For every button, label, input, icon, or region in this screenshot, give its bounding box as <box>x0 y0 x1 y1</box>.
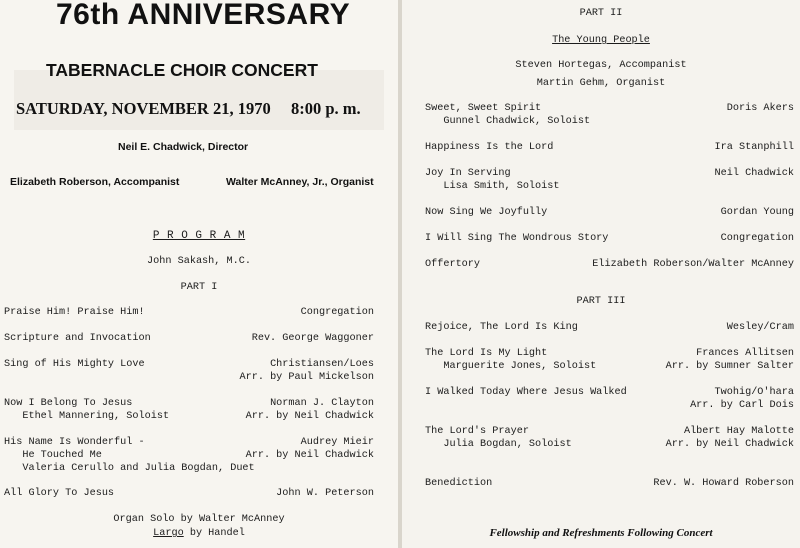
program-item-title <box>4 358 145 371</box>
program-item-credit <box>666 347 794 373</box>
piece-title: Rejoice, The Lord Is King <box>425 322 578 333</box>
concert-subtitle: TABERNACLE CHOIR CONCERT <box>46 60 318 80</box>
program-item-title <box>425 141 553 154</box>
program-item-credit <box>715 167 794 193</box>
program-heading: P R O G R A M <box>152 230 246 242</box>
program-item-title <box>4 332 151 345</box>
arranger-credit: Arr. by Sumner Salter <box>665 361 794 372</box>
performer-line: He Touched Me <box>4 450 102 461</box>
piece-title: The Lord Is My Light <box>425 348 548 359</box>
organ-solo-credit: Organ Solo by Walter McAnney <box>113 514 285 525</box>
piece-title: I Walked Today Where Jesus Walked <box>425 387 627 398</box>
closing-note: Fellowship and Refreshments Following Concert <box>489 527 713 539</box>
composer-credit: Doris Akers <box>726 103 794 114</box>
composer-credit: Rev. W. Howard Roberson <box>653 478 794 489</box>
concert-time: 8:00 p. m. <box>290 99 361 118</box>
composer-credit: Gordan Young <box>720 207 794 218</box>
composer-credit: Congregation <box>720 233 794 244</box>
performer-line: Gunnel Chadwick, Soloist <box>425 116 591 127</box>
program-item-credit <box>666 425 794 451</box>
part-1-label: PART I <box>180 282 218 293</box>
piece-title: Benediction <box>425 478 493 489</box>
program-item-credit <box>715 141 794 154</box>
part-2-organist: Martin Gehm, Organist <box>536 78 666 89</box>
program-item-title <box>425 321 578 334</box>
largo-credit <box>0 527 398 540</box>
piece-title: I Will Sing The Wondrous Story <box>425 233 609 244</box>
composer-credit: Elizabeth Roberson/Walter McAnney <box>592 259 794 270</box>
piece-title: Scripture and Invocation <box>4 333 151 344</box>
program-item-title <box>425 477 492 490</box>
composer-credit: Rev. George Waggoner <box>251 333 374 344</box>
arranger-credit <box>715 180 794 193</box>
composer-credit: John W. Peterson <box>276 488 374 499</box>
piece-title: Sweet, Sweet Spirit <box>425 103 542 114</box>
program-item-title <box>4 487 114 500</box>
part-2-label: PART II <box>579 8 623 19</box>
composer-credit: Albert Hay Malotte <box>683 426 794 437</box>
piece-title: All Glory To Jesus <box>4 488 115 499</box>
program-item-credit <box>301 306 374 319</box>
composer-credit: Norman J. Clayton <box>270 398 374 409</box>
arranger-credit: Arr. by Carl Dois <box>690 400 794 411</box>
part-2-subtitle: The Young People <box>552 35 650 46</box>
composer-credit: Congregation <box>300 307 374 318</box>
program-item-credit <box>246 436 374 475</box>
arranger-credit <box>246 462 374 475</box>
program-item-credit <box>727 321 794 334</box>
composer-credit: Audrey Mieir <box>300 437 374 448</box>
composer-credit: Christiansen/Loes <box>270 359 374 370</box>
arranger-credit <box>727 115 794 128</box>
program-item-title <box>4 436 255 475</box>
composer-credit: Neil Chadwick <box>714 168 794 179</box>
program-item-credit <box>721 232 794 245</box>
part-3-label: PART III <box>576 296 626 307</box>
program-item-credit <box>276 487 374 500</box>
composer-credit: Wesley/Cram <box>726 322 794 333</box>
mc-credit: John Sakash, M.C. <box>147 256 251 267</box>
piece-title: Offertory <box>425 259 481 270</box>
piece-title: Now I Belong To Jesus <box>4 398 133 409</box>
piece-title: Happiness Is the Lord <box>425 142 554 153</box>
program-item-title <box>425 167 560 193</box>
organist-credit: Walter McAnney, Jr., Organist <box>226 176 374 188</box>
part-2-accompanist: Steven Hortegas, Accompanist <box>515 60 687 71</box>
program-item-credit <box>727 102 794 128</box>
arranger-credit: Arr. by Neil Chadwick <box>665 439 794 450</box>
accompanist-credit: Elizabeth Roberson, Accompanist <box>10 176 180 188</box>
program-item-title <box>425 206 547 219</box>
program-item-title <box>425 347 596 373</box>
page-title: 76th ANNIVERSARY <box>56 0 351 31</box>
composer-credit: Twohig/O'hara <box>714 387 794 398</box>
performer-line: Julia Bogdan, Soloist <box>425 439 572 450</box>
program-item-credit <box>246 397 374 423</box>
program-item-title <box>425 232 608 245</box>
largo-composer: by Handel <box>183 528 245 539</box>
program-item-title <box>425 258 480 271</box>
program-item-credit <box>721 206 794 219</box>
left-page <box>0 0 398 548</box>
piece-title: Now Sing We Joyfully <box>425 207 548 218</box>
piece-title: Joy In Serving <box>425 168 511 179</box>
program-item-credit <box>653 477 794 490</box>
composer-credit: Frances Allitsen <box>696 348 794 359</box>
piece-title: Sing of His Mighty Love <box>4 359 145 370</box>
program-item-title <box>4 306 145 319</box>
concert-date: SATURDAY, NOVEMBER 21, 1970 <box>16 99 271 118</box>
performer-line: Marguerite Jones, Soloist <box>425 361 597 372</box>
arranger-credit: Arr. by Neil Chadwick <box>245 450 374 461</box>
performer-line: Ethel Mannering, Soloist <box>4 411 170 422</box>
piece-title: His Name Is Wonderful - <box>4 437 145 448</box>
program-item-credit <box>690 386 794 412</box>
program-item-title <box>425 386 627 399</box>
program-item-credit <box>592 258 794 271</box>
piece-title: The Lord's Prayer <box>425 426 529 437</box>
right-page <box>402 0 800 548</box>
arranger-credit: Arr. by Paul Mickelson <box>239 372 374 383</box>
performer-line: Valeria Cerullo and Julia Bogdan, Duet <box>4 463 255 474</box>
program-item-title <box>425 102 590 128</box>
program-item-title <box>4 397 169 423</box>
concert-date-line <box>16 99 361 119</box>
program-item-credit <box>252 332 374 345</box>
arranger-credit: Arr. by Neil Chadwick <box>245 411 374 422</box>
performer-line: Lisa Smith, Soloist <box>425 181 560 192</box>
largo-title: Largo <box>153 528 184 539</box>
piece-title: Praise Him! Praise Him! <box>4 307 145 318</box>
director-credit: Neil E. Chadwick, Director <box>118 141 249 153</box>
program-item-credit <box>240 358 375 384</box>
composer-credit: Ira Stanphill <box>714 142 794 153</box>
program-item-title <box>425 425 572 451</box>
